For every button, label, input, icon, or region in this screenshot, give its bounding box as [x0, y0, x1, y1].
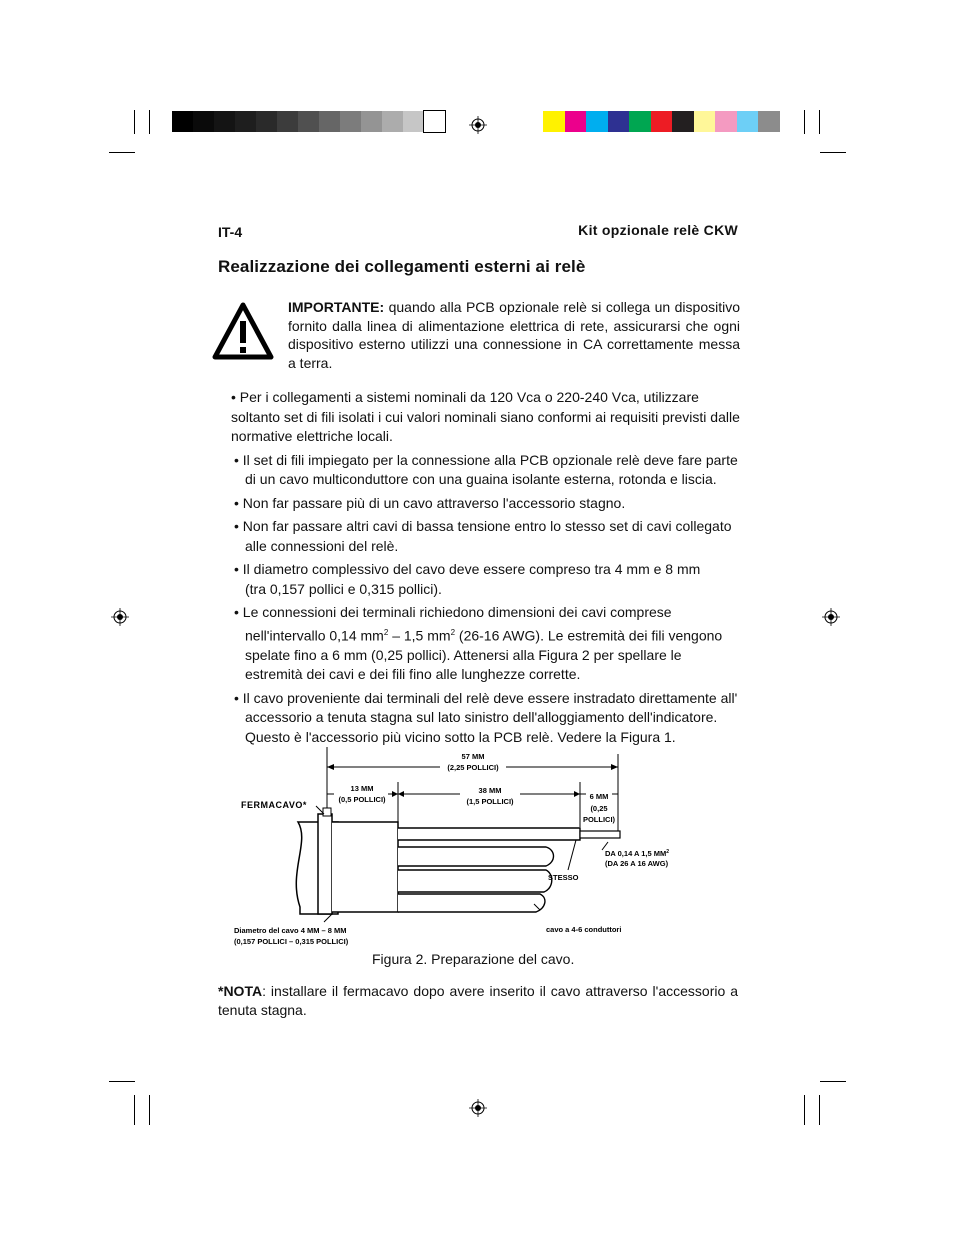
dim-total-label: 57 MM — [461, 752, 485, 761]
color-swatch — [758, 111, 780, 132]
list-item: • Le connessioni dei terminali richiedono dimensioni dei cavi comprese nell'intervallo 0,14 $mm^2 - 1,5$ $mm^2$ (26-16 AWG). Le estremità dei fili vengono spelate fino a 6 mm (0,25 pollici). Attenersi alla Figura 2 per spellare le estremità dei cavi e dei fili fino alle lunghezze corrette. — [234, 604, 723, 683]
dim-6-inch-label-b: POLLICI) — [582, 815, 616, 824]
gray-swatch — [193, 111, 214, 132]
warning-triangle-icon — [212, 302, 274, 360]
dim-6-label: 6 MM — [589, 792, 609, 801]
warning-body: quando alla PCB opzionale relè si collega un dispositivo fornito dalla linea di alimentazione elettrica di rete, assicurarsi che ogni dispositivo esterno utilizzi una connessione in CA correttamente messa a terra. — [288, 299, 740, 371]
cable-preparation-figure — [228, 742, 688, 952]
gray-swatch — [403, 111, 424, 132]
dim-38-inch-label: (1,5 POLLICI) — [466, 797, 514, 806]
color-swatch — [629, 111, 651, 132]
list-item: • Per i collegamenti a sistemi nominali da 120 Vca o 220-240 Vca, utilizzare soltanto set di fili isolati i cui valori nominali siano conformi ai requisiti previsti dalle normative elettriche locali. — [231, 389, 740, 444]
conductor-label: cavo a 4-6 conduttori — [546, 925, 622, 934]
dim-38-label: 38 MM — [478, 786, 502, 795]
gray-swatch — [256, 111, 277, 132]
gray-swatch — [424, 111, 445, 132]
diameter-label: Diametro del cavo 4 MM – 8 MM — [234, 926, 347, 935]
gray-swatch — [277, 111, 298, 132]
color-swatch — [694, 111, 716, 132]
list-item: • Il set di fili impiegato per la connessione alla PCB opzionale relè deve fare parte di un cavo multiconduttore con una guaina isolante esterna, rotonda e liscia. — [234, 451, 738, 487]
list-item: • Non far passare altri cavi di bassa tensione entro lo stesso set di cavi collegato alle connessioni del relè. — [234, 518, 732, 554]
figure-caption: Figura 2. Preparazione del cavo. — [372, 951, 575, 967]
stesso-label: STESSO — [548, 873, 579, 882]
registration-mark-icon — [469, 116, 487, 134]
list-item: • Il diametro complessivo del cavo deve essere compreso tra 4 mm e 8 mm (tra 0,157 pollici e 0,315 pollici). — [234, 561, 701, 597]
section-title: Realizzazione dei collegamenti esterni ai relè — [218, 257, 586, 276]
requirements-list — [231, 388, 741, 751]
dim-13-inch-label: (0,5 POLLICI) — [338, 795, 386, 804]
color-swatch — [543, 111, 565, 132]
registration-mark-icon — [111, 608, 129, 626]
fermacavo-label: FERMACAVO* — [241, 800, 307, 810]
running-title: Kit opzionale relè CKW — [578, 222, 738, 238]
warning-label: IMPORTANTE: — [288, 299, 385, 315]
color-swatch — [565, 111, 587, 132]
note-text: : installare il fermacavo dopo avere inserito il cavo attraverso l'accessorio a tenuta stagna. — [218, 983, 738, 1018]
list-item: • Il cavo proveniente dai terminali del relè deve essere instradato direttamente all' accessorio a tenuta stagna sul lato sinistro dell'alloggiamento dell'indicatore. Questo è l'accessorio più vicino sotto la PCB relè. Vedere la Figura 1. — [234, 689, 738, 745]
dim-total-inch-label: (2,25 POLLICI) — [447, 763, 499, 772]
gray-swatch — [235, 111, 256, 132]
wire-range-label: DA 0,14 A 1,5 $MM^2$ — [605, 849, 670, 858]
footnote — [218, 982, 738, 1020]
note-label: *NOTA — [218, 983, 263, 999]
gray-swatch — [319, 111, 340, 132]
dim-6-inch-label-a: (0,25 — [590, 804, 608, 813]
wire-awg-label: (DA 26 A 16 AWG) — [605, 859, 669, 868]
gray-swatch — [298, 111, 319, 132]
color-swatch — [672, 111, 694, 132]
registration-mark-icon — [469, 1099, 487, 1117]
registration-mark-icon — [822, 608, 840, 626]
color-swatch — [586, 111, 608, 132]
list-item: • Non far passare più di un cavo attraverso l'accessorio stagno. — [234, 494, 626, 511]
gray-swatch — [382, 111, 403, 132]
gray-swatch — [361, 111, 382, 132]
warning-text — [288, 298, 740, 372]
gray-swatch — [214, 111, 235, 132]
gray-swatch — [340, 111, 361, 132]
page-number: IT-4 — [218, 224, 243, 240]
dim-13-label: 13 MM — [350, 784, 374, 793]
color-swatch — [715, 111, 737, 132]
color-swatch — [651, 111, 673, 132]
diameter-inch-label: (0,157 POLLICI – 0,315 POLLICI) — [234, 937, 349, 946]
color-swatch — [608, 111, 630, 132]
gray-swatch — [172, 111, 193, 132]
color-swatch — [737, 111, 759, 132]
